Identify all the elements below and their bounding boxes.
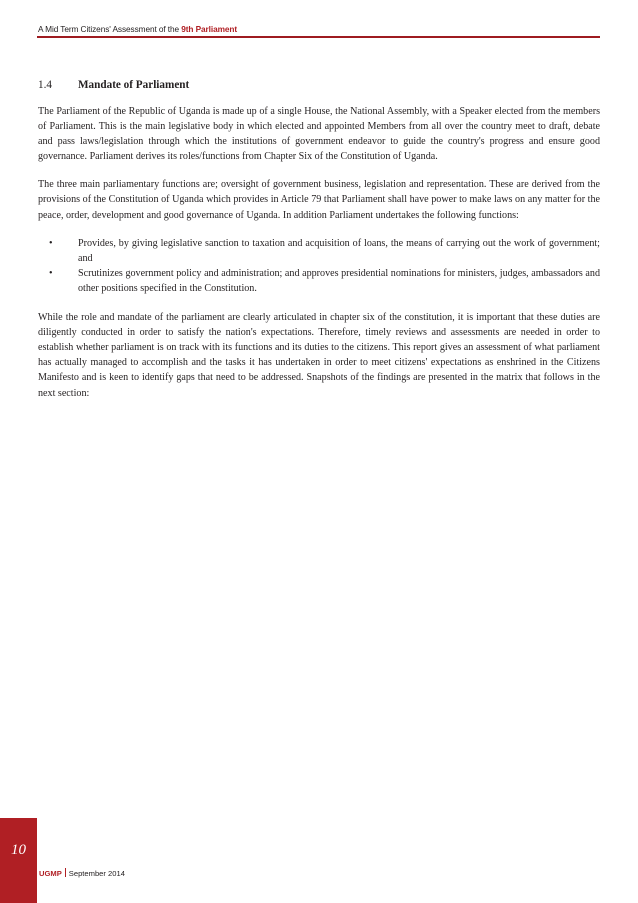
page-number-tab	[0, 818, 37, 903]
list-item-text: Provides, by giving legislative sanction to taxation and acquisition of loans, the means of carrying out the work of government; and	[78, 237, 600, 264]
paragraph-3: While the role and mandate of the parliament are clearly articulated in chapter six of the constitution, it is important that these duties are diligently conducted in order to satisfy the nation's expectations. Therefore, timely reviews and assessments are needed in order to establish whether parliament is on track with its functions and its duties to the citizens. This report gives an assessment of what parliament has actually managed to accomplish and the tasks it has undertaken in order to meet citizens' expectations as enshrined in the Citizens Manifesto and is keen to identify gaps that need to be addressed. Snapshots of the findings are presented in the matrix that follows in the next section:	[38, 312, 600, 399]
footer-separator	[65, 868, 66, 877]
header-title-prefix: A Mid Term Citizens' Assessment of the	[38, 24, 182, 34]
section-title: Mandate of Parliament	[78, 79, 190, 91]
header-title-accent: 9th Parliament	[181, 24, 238, 34]
header-divider	[37, 36, 600, 38]
list-item	[38, 236, 600, 266]
functions-list	[38, 236, 600, 296]
section-number: 1.4	[38, 79, 52, 91]
footer	[39, 868, 125, 878]
list-item	[38, 266, 600, 296]
page-number: 10	[11, 842, 26, 858]
paragraph-1: The Parliament of the Republic of Uganda is made up of a single House, the National Assembly, with a Speaker elected from the members of Parliament. This is the main legislative body in which elected and appointed Members from all over the country meet to draft, debate and pass laws/legislation through which the institutions of government endeavor to guide the country's progress and ensure good governance. Parliament derives its roles/functions from Chapter Six of the Constitution of Uganda.	[38, 106, 600, 163]
footer-brand: UGMP	[39, 869, 62, 878]
paragraph-2: The three main parliamentary functions are; oversight of government business, legislation and representation. These are derived from the provisions of the Constitution of Uganda which provides in Article 79 that Parliament shall have power to make laws on any matter for the peace, order, development and good governance of Uganda. In addition Parliament undertakes the following functions:	[38, 179, 600, 221]
bullet-icon: •	[49, 267, 53, 279]
list-item-text: Scrutinizes government policy and administration; and approves presidential nominations for ministers, judges, ambassadors and other positions specified in the Constitution.	[78, 267, 600, 294]
section-heading	[38, 79, 189, 91]
running-header	[38, 24, 600, 34]
body-text	[38, 104, 600, 414]
bullet-icon: •	[49, 237, 53, 249]
footer-date: September 2014	[68, 869, 125, 878]
